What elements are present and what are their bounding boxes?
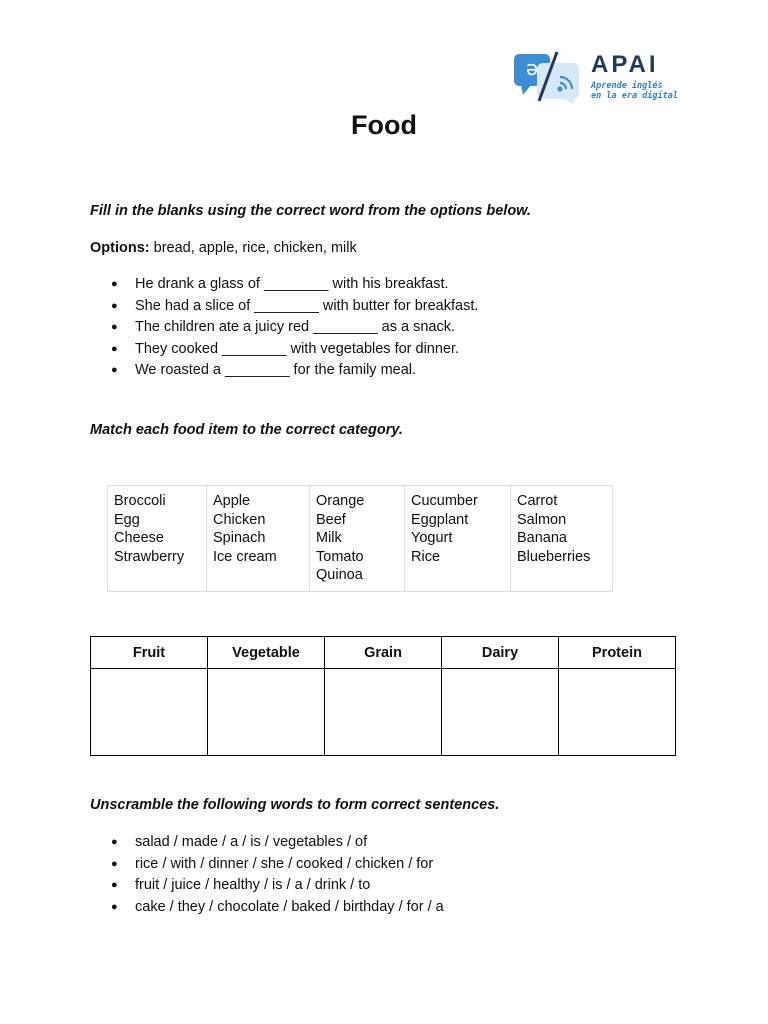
unscramble-list bbox=[90, 832, 444, 918]
word-item: Yogurt bbox=[411, 530, 453, 547]
list-item: ● They cooked ________ with vegetables for dinner. bbox=[90, 339, 478, 361]
list-item: ● We roasted a ________ for the family meal. bbox=[90, 360, 478, 382]
page-title: Food bbox=[351, 110, 417, 140]
unscramble-instruction: Unscramble the following words to form correct sentences. bbox=[90, 797, 500, 813]
food-word-bank bbox=[107, 485, 613, 592]
word-item: Eggplant bbox=[411, 511, 469, 528]
logo-tagline bbox=[591, 81, 678, 101]
word-column bbox=[511, 486, 613, 592]
options-text: bread, apple, rice, chicken, milk bbox=[149, 240, 357, 256]
list-item: ● He drank a glass of ________ with his breakfast. bbox=[90, 274, 478, 296]
category-header-dairy: Dairy bbox=[442, 637, 559, 669]
word-item: Orange bbox=[316, 493, 365, 509]
word-column bbox=[405, 486, 511, 592]
word-item: Milk bbox=[316, 530, 342, 547]
options-line bbox=[90, 240, 357, 256]
list-item: ● rice / with / dinner / she / cooked / chicken / for bbox=[90, 854, 444, 876]
word-item: Cucumber bbox=[411, 493, 478, 509]
category-header-grain: Grain bbox=[325, 637, 442, 669]
word-item: Tomato bbox=[316, 548, 364, 565]
apai-logo bbox=[513, 49, 713, 105]
category-cell-dairy[interactable] bbox=[442, 669, 559, 756]
list-item: ● The children ate a juicy red ________ as a snack. bbox=[90, 317, 478, 339]
word-item: Broccoli bbox=[114, 493, 166, 509]
category-cell-grain[interactable] bbox=[325, 669, 442, 756]
word-item: Cheese bbox=[114, 530, 164, 547]
list-item: ● salad / made / a / is / vegetables / of bbox=[90, 832, 444, 854]
word-item: Quinoa bbox=[316, 567, 363, 584]
word-item: Blueberries bbox=[517, 548, 591, 565]
svg-text:ə: ə bbox=[525, 56, 539, 80]
word-item: Egg bbox=[114, 511, 140, 528]
category-cell-fruit[interactable] bbox=[91, 669, 208, 756]
category-cell-protein[interactable] bbox=[559, 669, 676, 756]
word-item: Carrot bbox=[517, 493, 558, 509]
word-item: Banana bbox=[517, 530, 567, 547]
category-cell-vegetable[interactable] bbox=[208, 669, 325, 756]
word-column bbox=[207, 486, 310, 592]
category-header-vegetable: Vegetable bbox=[208, 637, 325, 669]
word-item: Salmon bbox=[517, 511, 567, 528]
word-item: Strawberry bbox=[114, 548, 185, 565]
match-instruction: Match each food item to the correct category. bbox=[90, 422, 403, 438]
word-column bbox=[310, 486, 405, 592]
word-item: Spinach bbox=[213, 530, 266, 547]
list-item: ● cake / they / chocolate / baked / birthday / for / a bbox=[90, 897, 444, 919]
word-item: Apple bbox=[213, 493, 251, 509]
word-item: Beef bbox=[316, 511, 346, 528]
word-item: Chicken bbox=[213, 511, 266, 528]
logo-name: APAI bbox=[591, 51, 659, 78]
fill-blanks-instruction: Fill in the blanks using the correct word from the options below. bbox=[90, 203, 531, 219]
category-header-fruit: Fruit bbox=[91, 637, 208, 669]
category-header-protein: Protein bbox=[559, 637, 676, 669]
options-label: Options: bbox=[90, 240, 150, 256]
category-table bbox=[90, 636, 676, 756]
logo-tagline-line1: Aprende inglés bbox=[591, 81, 663, 91]
speech-bubble-logo-icon bbox=[513, 49, 585, 105]
list-item: ● fruit / juice / healthy / is / a / drink / to bbox=[90, 875, 444, 897]
logo-tagline-line2: en la era digital bbox=[591, 91, 678, 101]
fill-blanks-list bbox=[90, 274, 478, 382]
list-item: ● She had a slice of ________ with butter for breakfast. bbox=[90, 296, 478, 318]
word-item: Rice bbox=[411, 548, 441, 565]
word-column bbox=[108, 486, 207, 592]
word-item: Ice cream bbox=[213, 548, 277, 565]
